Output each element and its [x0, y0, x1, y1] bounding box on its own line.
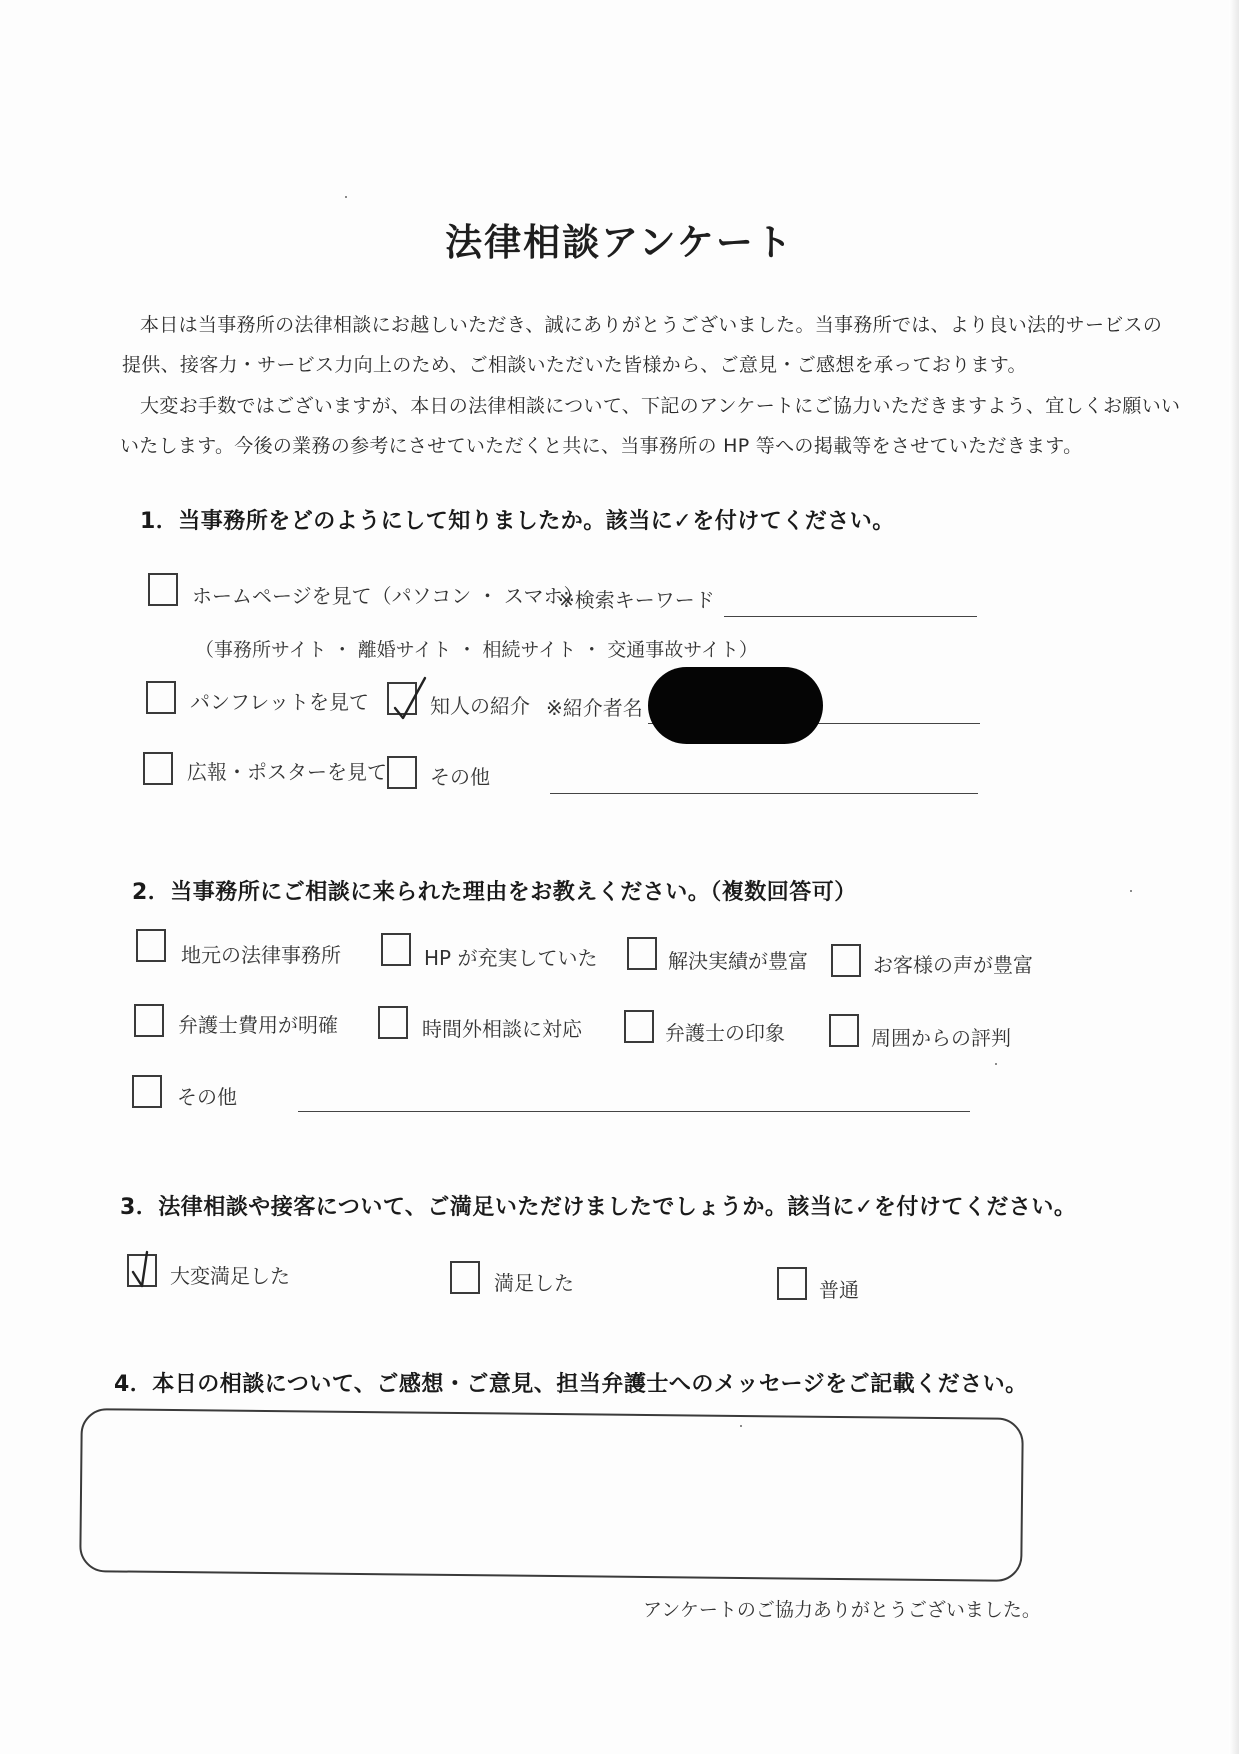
checkbox-other-source[interactable]	[387, 756, 417, 789]
option-referral-label: 知人の紹介	[430, 694, 530, 718]
checkmark-icon	[129, 1256, 173, 1300]
reason-local-label: 地元の法律事務所	[181, 943, 341, 967]
intro-line-1: 本日は当事務所の法律相談にお越しいただき、誠にありがとうございました。当事務所では、より良い法的サービスの	[140, 314, 1163, 336]
reason-website-label: HP が充実していた	[424, 946, 598, 970]
checkbox-reason-local[interactable]	[136, 929, 166, 962]
search-keyword-label: ※検索キーワード	[558, 588, 715, 612]
question-4-heading: 4．本日の相談について、ご感想・ご意見、担当弁護士へのメッセージをご記載ください。	[114, 1372, 1028, 1397]
checkbox-reason-other[interactable]	[132, 1075, 162, 1108]
reason-fees-label: 弁護士費用が明確	[178, 1013, 338, 1037]
checkbox-reason-fees[interactable]	[134, 1004, 164, 1037]
option-pamphlet-label: パンフレットを見て	[190, 690, 369, 714]
option-homepage-label: ホームページを見て（パソコン ・ スマホ）	[192, 584, 584, 608]
reason-reputation-label: 周囲からの評判	[871, 1026, 1011, 1050]
option-poster-label: 広報・ポスターを見て	[187, 760, 387, 784]
checkbox-poster[interactable]	[143, 752, 173, 785]
scan-speck	[345, 196, 347, 198]
intro-line-3: 大変お手数ではございますが、本日の法律相談について、下記のアンケートにご協力いただきますよう、宜しくお願いい	[140, 395, 1181, 417]
option-very-satisfied-label: 大変満足した	[170, 1264, 290, 1288]
other-source-field[interactable]	[550, 793, 978, 794]
checkbox-reason-reputation[interactable]	[829, 1014, 859, 1047]
checkbox-reason-after-hours[interactable]	[378, 1006, 408, 1039]
reason-impression-label: 弁護士の印象	[665, 1021, 785, 1045]
question-2-heading: 2．当事務所にご相談に来られた理由をお教えください。（複数回答可）	[132, 880, 857, 905]
search-keyword-field[interactable]	[724, 616, 977, 617]
checkbox-pamphlet[interactable]	[146, 681, 176, 714]
redaction-mark	[648, 667, 823, 744]
reason-results-label: 解決実績が豊富	[668, 949, 808, 973]
checkbox-neutral[interactable]	[777, 1267, 807, 1300]
checkbox-reason-impression[interactable]	[624, 1010, 654, 1043]
page-title: 法律相談アンケート	[445, 221, 794, 264]
intro-line-2: 提供、接客力・サービス力向上のため、ご相談いただいた皆様から、ご意見・ご感想を承っております。	[122, 354, 1027, 376]
option-neutral-label: 普通	[819, 1278, 859, 1302]
closing-message: アンケートのご協力ありがとうございました。	[643, 1599, 1041, 1621]
scan-speck	[1130, 890, 1132, 892]
question-1-heading: 1．当事務所をどのようにして知りましたか。該当に✓を付けてください。	[140, 509, 895, 534]
scan-speck	[995, 1063, 997, 1065]
checkmark-icon	[389, 684, 433, 728]
checkbox-reason-reviews[interactable]	[831, 944, 861, 977]
checkbox-reason-results[interactable]	[627, 937, 657, 970]
checkbox-satisfied[interactable]	[450, 1261, 480, 1294]
intro-line-4: いたします。今後の業務の参考にさせていただくと共に、当事務所の HP 等への掲載等をさせていただきます。	[120, 435, 1083, 457]
comment-textarea[interactable]	[79, 1408, 1024, 1582]
reason-other-label: その他	[177, 1085, 237, 1109]
checkbox-homepage[interactable]	[148, 573, 178, 606]
checkbox-very-satisfied[interactable]	[127, 1254, 157, 1287]
reason-reviews-label: お客様の声が豊富	[873, 953, 1033, 977]
option-other-source-label: その他	[430, 765, 490, 789]
reason-other-field[interactable]	[298, 1111, 970, 1112]
site-types-label: （事務所サイト ・ 離婚サイト ・ 相続サイト ・ 交通事故サイト）	[195, 639, 758, 661]
reason-after-hours-label: 時間外相談に対応	[422, 1017, 582, 1041]
checkbox-referral[interactable]	[387, 682, 417, 715]
option-satisfied-label: 満足した	[494, 1271, 574, 1295]
checkbox-reason-website[interactable]	[381, 933, 411, 966]
question-3-heading: 3．法律相談や接客について、ご満足いただけましたでしょうか。該当に✓を付けてください。	[120, 1195, 1077, 1220]
referrer-name-label: ※紹介者名	[546, 696, 643, 720]
